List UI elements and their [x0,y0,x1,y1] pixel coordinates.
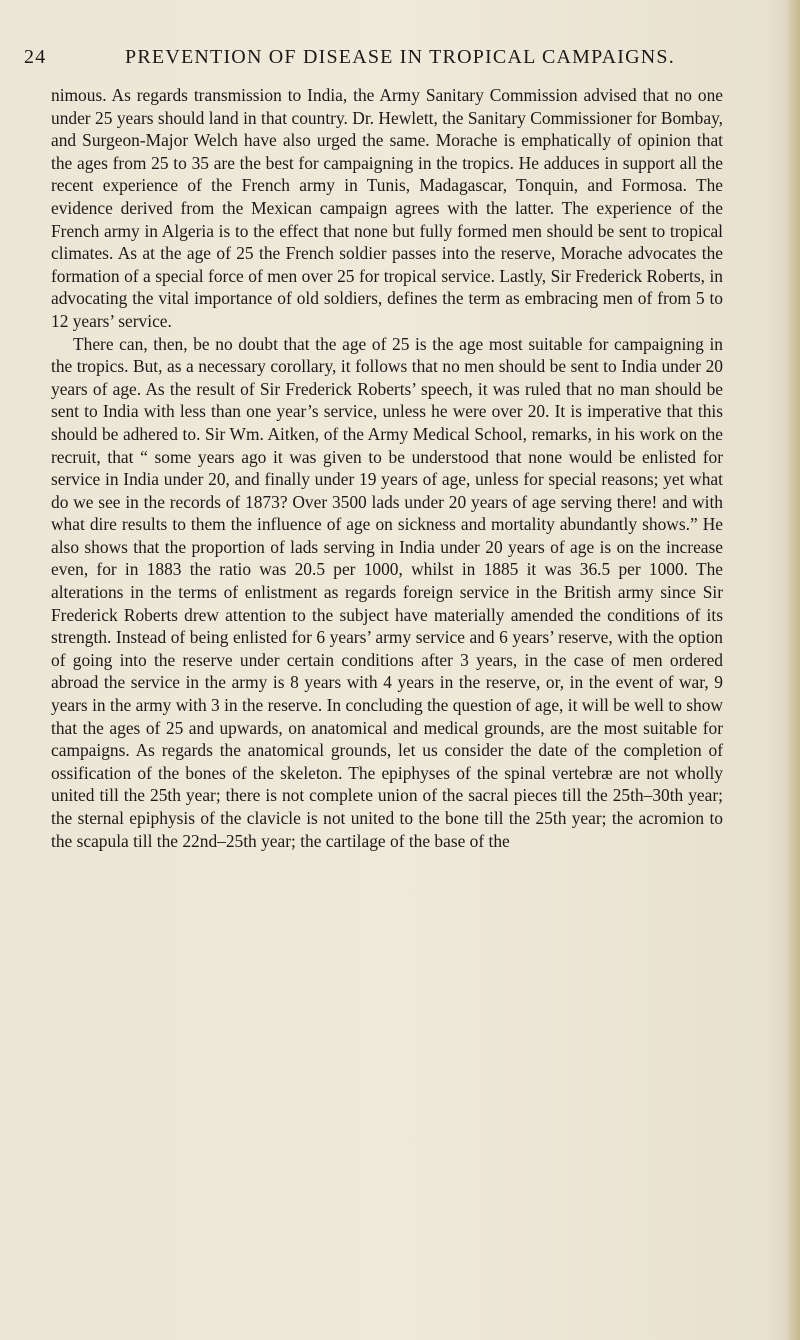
body-text [51,84,723,852]
running-title: PREVENTION OF DISEASE IN TROPICAL CAMPAIGNS. [125,46,675,68]
page-number: 24 [24,46,47,68]
paragraph-1: nimous. As regards transmission to India, the Army Sanitary Commission advised that no one under 25 years should land in that country. Dr. Hewlett, the Sanitary Commissioner for Bombay, and Surgeon-Major Welch have also urged the same. Morache is emphatically of opinion that the ages from 25 to 35 are the best for campaigning in the tropics. He adduces in support all the recent experience of the French army in Tunis, Madagascar, Tonquin, and Formosa. The evidence derived from the Mexican campaign agrees with the latter. The experience of the French army in Algeria is to the effect that none but fully formed men should be sent to tropical climates. As at the age of 25 the French soldier passes into the reserve, Morache advocates the formation of a special force of men over 25 for tropical service. Lastly, Sir Frederick Roberts, in advocating the vital importance of old soldiers, defines the term as embracing men of from 5 to 12 years’ service. [51,85,723,331]
page-edge-shadow [786,0,800,1340]
paragraph-2: There can, then, be no doubt that the age of 25 is the age most suitable for campaigning in the tropics. But, as a necessary corollary, it follows that no men should be sent to India under 20 years of age. As the result of Sir Frederick Roberts’ speech, it was ruled that no man should be sent to India with less than one year’s service, unless he were over 20. It is imperative that this should be adhered to. Sir Wm. Aitken, of the Army Medical School, remarks, in his work on the recruit, that “ some years ago it was given to be understood that none would be enlisted for service in India under 20, and finally under 19 years of age, unless for special reasons; yet what do we see in the records of 1873? Over 3500 lads under 20 years of age serving there! and with what dire results to them the influence of age on sickness and mortality abundantly shows.” He also shows that the proportion of lads serving in India under 20 years of age is on the increase even, for in 1883 the ratio was 20.5 per 1000, whilst in 1885 it was 36.5 per 1000. The alterations in the terms of enlistment as regards foreign service in the British army since Sir Frederick Roberts drew attention to the subject have materially amended the conditions of its strength. Instead of being enlisted for 6 years’ army service and 6 years’ reserve, with the option of going into the reserve under certain conditions after 3 years, in the case of men ordered abroad the service in the army is 8 years with 4 years in the reserve, or, in the event of war, 9 years in the army with 3 in the reserve. In concluding the question of age, it will be well to show that the ages of 25 and upwards, on anatomical and medical grounds, are the most suitable for campaigns. As regards the anatomical grounds, let us consider the date of the completion of ossification of the bones of the skeleton. The epiphyses of the spinal vertebræ are not wholly united till the 25th year; there is not complete union of the sacral pieces till the 25th–30th year; the sternal epiphysis of the clavicle is not united to the bone till the 25th year; the acromion to the scapula till the 22nd–25th year; the cartilage of the base of the [51,333,723,851]
